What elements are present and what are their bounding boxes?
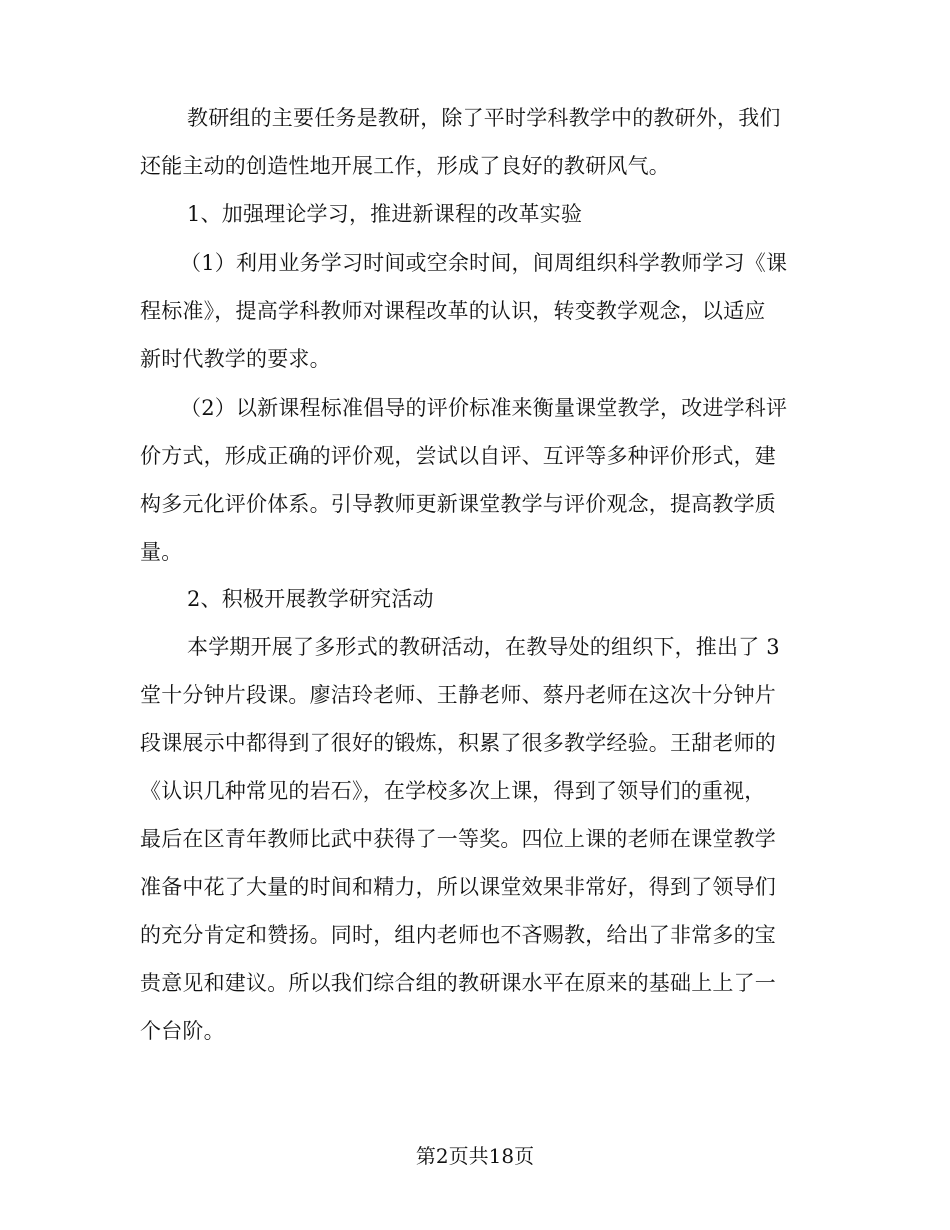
paragraph-line: 教研组的主要任务是教研，除了平时学科教学中的教研外，我们 xyxy=(187,106,781,130)
paragraph-line: 堂十分钟片段课。廖洁玲老师、王静老师、蔡丹老师在这次十分钟片 xyxy=(140,683,776,707)
paragraph-line: 最后在区青年教师比武中获得了一等奖。四位上课的老师在课堂教学 xyxy=(140,827,776,851)
paragraph-line: 构多元化评价体系。引导教师更新课堂教学与评价观念，提高教学质 xyxy=(140,492,776,516)
paragraph-line: 价方式，形成正确的评价观，尝试以自评、互评等多种评价形式，建 xyxy=(140,444,776,468)
paragraph-line: 程标准》，提高学科教师对课程改革的认识，转变教学观念，以适应 xyxy=(140,299,766,323)
paragraph-line: 个台阶。 xyxy=(140,1019,225,1043)
paragraph-line: 新时代教学的要求。 xyxy=(140,347,331,371)
paragraph-line: 《认识几种常见的岩石》，在学校多次上课，得到了领导们的重视， xyxy=(140,779,766,803)
paragraph-line: 本学期开展了多形式的教研活动，在教导处的组织下，推出了 3 xyxy=(187,635,780,659)
paragraph-line: 量。 xyxy=(140,540,183,564)
paragraph-line: 还能主动的创造性地开展工作，形成了良好的教研风气。 xyxy=(140,154,670,178)
paragraph-line: 准备中花了大量的时间和精力，所以课堂效果非常好，得到了领导们 xyxy=(140,875,776,899)
section-heading: 1、加强理论学习，推进新课程的改革实验 xyxy=(187,202,583,226)
paragraph-line: 段课展示中都得到了很好的锻炼，积累了很多教学经验。王甜老师的 xyxy=(140,731,776,755)
paragraph-line: （1）利用业务学习时间或空余时间，间周组织科学教师学习《课 xyxy=(180,251,788,275)
paragraph-line: 的充分肯定和赞扬。同时，组内老师也不吝赐教，给出了非常多的宝 xyxy=(140,923,776,947)
paragraph-line: 贵意见和建议。所以我们综合组的教研课水平在原来的基础上上了一 xyxy=(140,971,776,995)
page-number-footer: 第2页共18页 xyxy=(415,1144,535,1168)
section-heading: 2、积极开展教学研究活动 xyxy=(187,587,434,611)
paragraph-line: （2）以新课程标准倡导的评价标准来衡量课堂教学，改进学科评 xyxy=(180,396,788,420)
